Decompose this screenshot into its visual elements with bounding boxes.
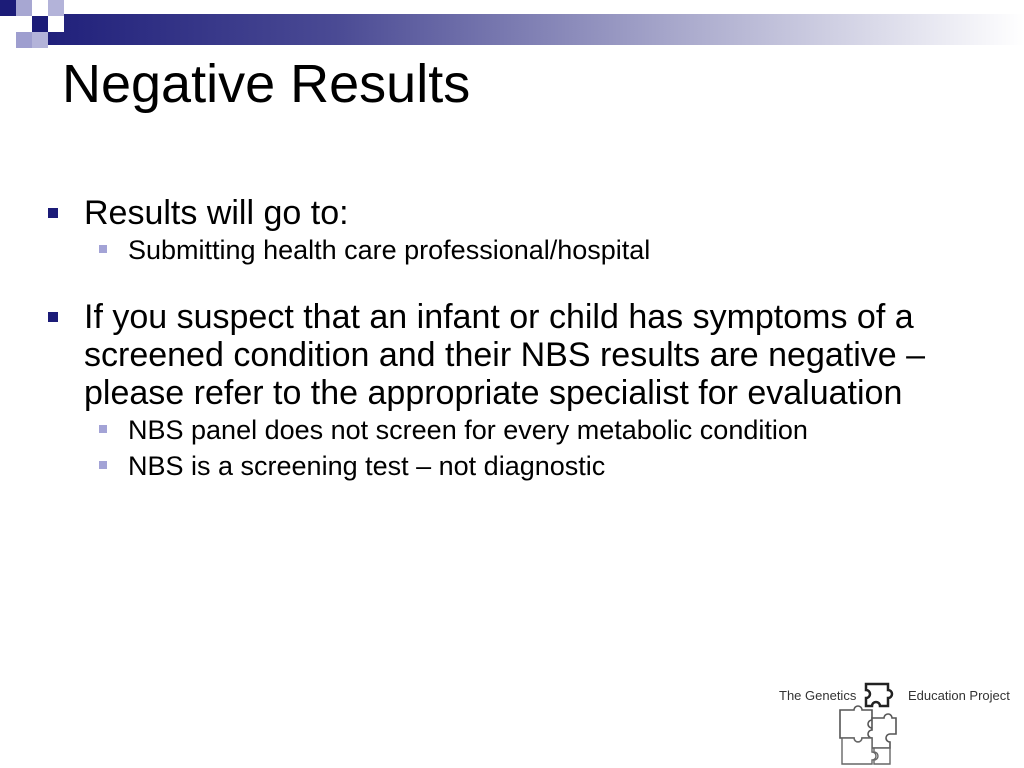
decorative-square <box>32 32 48 48</box>
decorative-square <box>16 0 32 16</box>
bullet-text: Results will go to: <box>84 194 349 232</box>
decorative-square <box>32 16 48 32</box>
decorative-square <box>16 32 32 48</box>
square-bullet-icon <box>48 208 58 218</box>
puzzle-pieces-icon <box>834 680 906 766</box>
genetics-education-project-logo <box>776 680 1024 768</box>
decorative-square <box>0 0 16 16</box>
square-bullet-icon <box>99 461 107 469</box>
decorative-square <box>16 16 32 32</box>
square-bullet-icon <box>48 312 58 322</box>
slide-content <box>46 194 1006 484</box>
square-bullet-icon <box>99 245 107 253</box>
sub-bullet-text: Submitting health care professional/hospital <box>128 235 651 265</box>
sub-bullet-item <box>46 448 1006 484</box>
sub-bullet-item <box>46 412 1006 448</box>
sub-bullet-text: NBS panel does not screen for every metabolic condition <box>128 415 808 445</box>
sub-bullet-text: NBS is a screening test – not diagnostic <box>128 451 606 481</box>
logo-text-right: Education Project <box>908 688 1010 703</box>
logo-text-left: The Genetics <box>779 688 857 703</box>
sub-bullet-item <box>46 232 1006 268</box>
decorative-square <box>32 0 48 16</box>
slide-title: Negative Results <box>62 54 471 114</box>
decorative-square <box>48 16 64 32</box>
bullet-item <box>46 194 1006 232</box>
square-bullet-icon <box>99 425 107 433</box>
decorative-square <box>48 0 64 16</box>
bullet-text: If you suspect that an infant or child has symptoms of a screened condition and their NBS results are negative – please refer to the appropriate specialist for evaluation <box>84 298 926 412</box>
bullet-item <box>46 298 1006 412</box>
header-gradient-bar <box>40 14 1024 45</box>
